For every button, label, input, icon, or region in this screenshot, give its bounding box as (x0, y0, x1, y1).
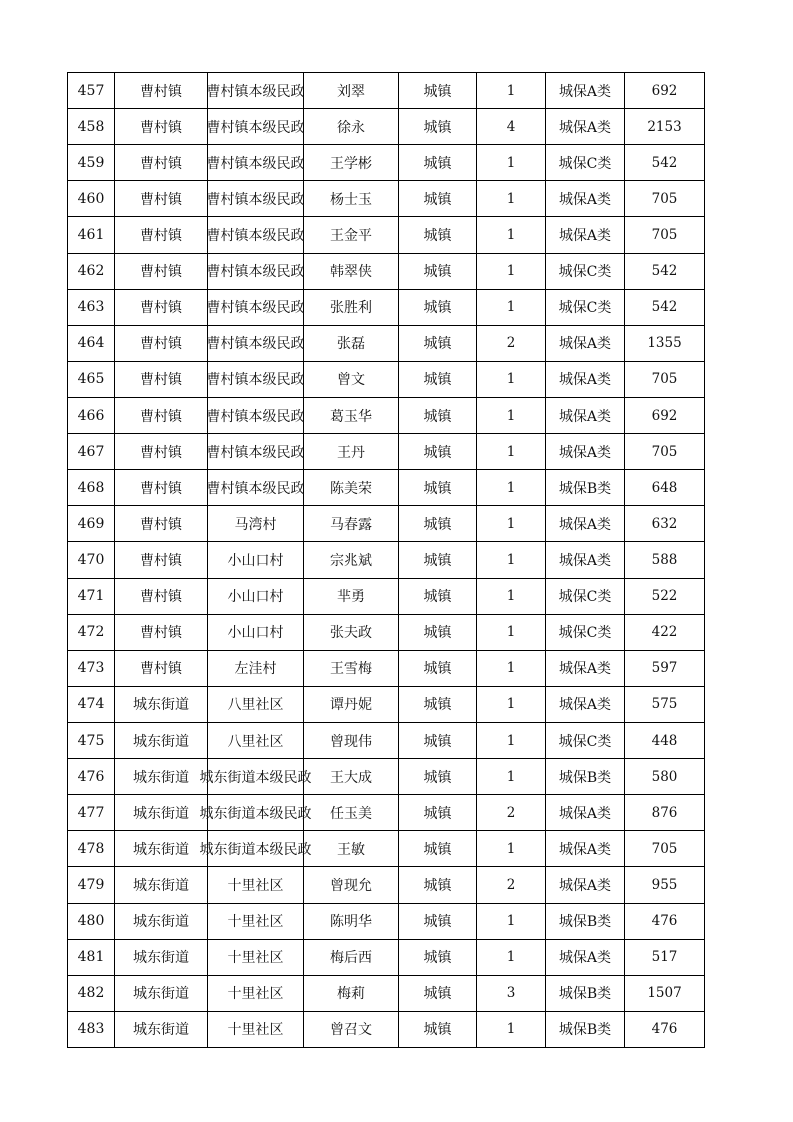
count-cell: 1 (477, 217, 546, 253)
household-type-cell: 城镇 (399, 759, 477, 795)
town-cell: 曹村镇 (115, 145, 208, 181)
town-cell: 城东街道 (115, 795, 208, 831)
amount-cell: 542 (625, 145, 705, 181)
household-type-cell: 城镇 (399, 831, 477, 867)
name-cell: 王雪梅 (304, 650, 399, 686)
name-cell: 王丹 (304, 434, 399, 470)
category-cell: 城保A类 (546, 73, 625, 109)
amount-cell: 542 (625, 253, 705, 289)
amount-cell: 588 (625, 542, 705, 578)
serial-cell: 462 (68, 253, 115, 289)
table-row (68, 397, 705, 433)
unit-text: 曹村镇本级民政 (206, 155, 305, 172)
town-cell: 城东街道 (115, 722, 208, 758)
category-cell: 城保B类 (546, 470, 625, 506)
household-type-cell: 城镇 (399, 867, 477, 903)
amount-cell: 448 (625, 722, 705, 758)
amount-cell: 580 (625, 759, 705, 795)
town-cell: 曹村镇 (115, 181, 208, 217)
town-cell: 城东街道 (115, 867, 208, 903)
unit-text: 曹村镇本级民政 (206, 264, 305, 281)
unit-cell (208, 506, 304, 542)
town-cell: 曹村镇 (115, 434, 208, 470)
name-cell: 芈勇 (304, 578, 399, 614)
town-cell: 曹村镇 (115, 578, 208, 614)
town-cell: 曹村镇 (115, 614, 208, 650)
name-cell: 宗兆斌 (304, 542, 399, 578)
household-type-cell: 城镇 (399, 542, 477, 578)
count-cell: 1 (477, 145, 546, 181)
unit-text: 曹村镇本级民政 (206, 119, 305, 136)
unit-cell (208, 109, 304, 145)
household-type-cell: 城镇 (399, 217, 477, 253)
table-row (68, 109, 705, 145)
town-cell: 曹村镇 (115, 289, 208, 325)
town-cell: 城东街道 (115, 975, 208, 1011)
serial-cell: 478 (68, 831, 115, 867)
count-cell: 1 (477, 578, 546, 614)
town-cell: 曹村镇 (115, 217, 208, 253)
name-cell: 陈美荣 (304, 470, 399, 506)
category-cell: 城保C类 (546, 614, 625, 650)
unit-text: 十里社区 (227, 1022, 284, 1039)
name-cell: 曾文 (304, 361, 399, 397)
category-cell: 城保B类 (546, 975, 625, 1011)
town-cell: 曹村镇 (115, 73, 208, 109)
category-cell: 城保B类 (546, 1011, 625, 1047)
unit-cell (199, 795, 312, 831)
table-row (68, 217, 705, 253)
unit-cell (208, 614, 304, 650)
town-cell: 曹村镇 (115, 109, 208, 145)
name-cell: 葛玉华 (304, 397, 399, 433)
unit-text: 城东街道本级民政 (199, 841, 312, 858)
count-cell: 1 (477, 434, 546, 470)
unit-text: 曹村镇本级民政 (206, 191, 305, 208)
count-cell: 1 (477, 686, 546, 722)
amount-cell: 876 (625, 795, 705, 831)
unit-text: 曹村镇本级民政 (206, 83, 305, 100)
unit-cell (208, 542, 304, 578)
amount-cell: 597 (625, 650, 705, 686)
household-type-cell: 城镇 (399, 1011, 477, 1047)
amount-cell: 476 (625, 1011, 705, 1047)
household-type-cell: 城镇 (399, 325, 477, 361)
unit-text: 十里社区 (227, 986, 284, 1003)
category-cell: 城保A类 (546, 795, 625, 831)
count-cell: 2 (477, 325, 546, 361)
count-cell: 2 (477, 867, 546, 903)
count-cell: 1 (477, 506, 546, 542)
name-cell: 王大成 (304, 759, 399, 795)
serial-cell: 480 (68, 903, 115, 939)
unit-text: 曹村镇本级民政 (206, 444, 305, 461)
name-cell: 曾召文 (304, 1011, 399, 1047)
name-cell: 刘翠 (304, 73, 399, 109)
category-cell: 城保C类 (546, 145, 625, 181)
serial-cell: 476 (68, 759, 115, 795)
household-type-cell: 城镇 (399, 181, 477, 217)
unit-cell (208, 397, 304, 433)
category-cell: 城保A类 (546, 506, 625, 542)
count-cell: 1 (477, 903, 546, 939)
unit-text: 十里社区 (227, 950, 284, 967)
table-row (68, 578, 705, 614)
unit-cell (208, 975, 304, 1011)
amount-cell: 522 (625, 578, 705, 614)
category-cell: 城保A类 (546, 217, 625, 253)
category-cell: 城保A类 (546, 542, 625, 578)
amount-cell: 705 (625, 361, 705, 397)
household-type-cell: 城镇 (399, 686, 477, 722)
serial-cell: 463 (68, 289, 115, 325)
table-row (68, 1011, 705, 1047)
household-type-cell: 城镇 (399, 578, 477, 614)
serial-cell: 464 (68, 325, 115, 361)
household-type-cell: 城镇 (399, 253, 477, 289)
household-type-cell: 城镇 (399, 361, 477, 397)
count-cell: 2 (477, 795, 546, 831)
town-cell: 曹村镇 (115, 542, 208, 578)
unit-cell (208, 1011, 304, 1047)
amount-cell: 1355 (625, 325, 705, 361)
unit-cell (208, 145, 304, 181)
town-cell: 城东街道 (115, 1011, 208, 1047)
serial-cell: 474 (68, 686, 115, 722)
name-cell: 王金平 (304, 217, 399, 253)
unit-text: 曹村镇本级民政 (206, 480, 305, 497)
amount-cell: 517 (625, 939, 705, 975)
name-cell: 曾现伟 (304, 722, 399, 758)
town-cell: 曹村镇 (115, 470, 208, 506)
table-row (68, 289, 705, 325)
town-cell: 曹村镇 (115, 361, 208, 397)
category-cell: 城保C类 (546, 253, 625, 289)
unit-cell (199, 831, 312, 867)
serial-cell: 475 (68, 722, 115, 758)
town-cell: 曹村镇 (115, 506, 208, 542)
serial-cell: 483 (68, 1011, 115, 1047)
amount-cell: 542 (625, 289, 705, 325)
table-row (68, 686, 705, 722)
household-type-cell: 城镇 (399, 506, 477, 542)
town-cell: 城东街道 (115, 686, 208, 722)
serial-cell: 466 (68, 397, 115, 433)
unit-text: 曹村镇本级民政 (206, 336, 305, 353)
amount-cell: 476 (625, 903, 705, 939)
household-type-cell: 城镇 (399, 109, 477, 145)
household-type-cell: 城镇 (399, 614, 477, 650)
category-cell: 城保A类 (546, 650, 625, 686)
unit-cell (199, 759, 312, 795)
unit-text: 曹村镇本级民政 (206, 372, 305, 389)
household-type-cell: 城镇 (399, 397, 477, 433)
unit-cell (208, 325, 304, 361)
unit-cell (208, 867, 304, 903)
category-cell: 城保A类 (546, 109, 625, 145)
count-cell: 1 (477, 614, 546, 650)
town-cell: 曹村镇 (115, 253, 208, 289)
unit-cell (208, 73, 304, 109)
unit-text: 八里社区 (227, 733, 284, 750)
unit-text: 八里社区 (227, 697, 284, 714)
table-row (68, 903, 705, 939)
serial-cell: 481 (68, 939, 115, 975)
name-cell: 梅莉 (304, 975, 399, 1011)
count-cell: 1 (477, 470, 546, 506)
serial-cell: 461 (68, 217, 115, 253)
category-cell: 城保A类 (546, 939, 625, 975)
table-row (68, 939, 705, 975)
unit-text: 十里社区 (227, 877, 284, 894)
unit-cell (208, 289, 304, 325)
amount-cell: 648 (625, 470, 705, 506)
unit-text: 城东街道本级民政 (199, 769, 312, 786)
name-cell: 陈明华 (304, 903, 399, 939)
count-cell: 1 (477, 289, 546, 325)
town-cell: 城东街道 (115, 939, 208, 975)
category-cell: 城保B类 (546, 903, 625, 939)
unit-cell (208, 903, 304, 939)
household-type-cell: 城镇 (399, 470, 477, 506)
table-row (68, 542, 705, 578)
count-cell: 1 (477, 253, 546, 289)
unit-cell (208, 470, 304, 506)
amount-cell: 692 (625, 397, 705, 433)
count-cell: 1 (477, 397, 546, 433)
serial-cell: 467 (68, 434, 115, 470)
name-cell: 谭丹妮 (304, 686, 399, 722)
serial-cell: 477 (68, 795, 115, 831)
name-cell: 徐永 (304, 109, 399, 145)
count-cell: 1 (477, 650, 546, 686)
table-row (68, 470, 705, 506)
unit-text: 小山口村 (227, 589, 284, 606)
table-row (68, 253, 705, 289)
table-row (68, 434, 705, 470)
name-cell: 杨士玉 (304, 181, 399, 217)
unit-text: 小山口村 (227, 552, 284, 569)
household-type-cell: 城镇 (399, 939, 477, 975)
unit-text: 十里社区 (227, 914, 284, 931)
serial-cell: 468 (68, 470, 115, 506)
category-cell: 城保C类 (546, 578, 625, 614)
unit-cell (208, 434, 304, 470)
name-cell: 马春露 (304, 506, 399, 542)
serial-cell: 471 (68, 578, 115, 614)
town-cell: 城东街道 (115, 903, 208, 939)
serial-cell: 458 (68, 109, 115, 145)
serial-cell: 469 (68, 506, 115, 542)
amount-cell: 692 (625, 73, 705, 109)
amount-cell: 2153 (625, 109, 705, 145)
table-body (68, 73, 705, 1048)
unit-cell (208, 217, 304, 253)
count-cell: 4 (477, 109, 546, 145)
household-type-cell: 城镇 (399, 145, 477, 181)
unit-cell (208, 578, 304, 614)
name-cell: 任玉美 (304, 795, 399, 831)
amount-cell: 705 (625, 434, 705, 470)
unit-cell (208, 361, 304, 397)
category-cell: 城保A类 (546, 397, 625, 433)
category-cell: 城保A类 (546, 325, 625, 361)
name-cell: 张夫政 (304, 614, 399, 650)
count-cell: 1 (477, 1011, 546, 1047)
relief-roster-table (67, 72, 705, 1048)
household-type-cell: 城镇 (399, 722, 477, 758)
table-row (68, 73, 705, 109)
table-row (68, 867, 705, 903)
count-cell: 1 (477, 542, 546, 578)
category-cell: 城保A类 (546, 181, 625, 217)
unit-cell (208, 686, 304, 722)
serial-cell: 459 (68, 145, 115, 181)
name-cell: 张胜利 (304, 289, 399, 325)
table-row (68, 361, 705, 397)
serial-cell: 473 (68, 650, 115, 686)
amount-cell: 422 (625, 614, 705, 650)
category-cell: 城保A类 (546, 831, 625, 867)
count-cell: 1 (477, 361, 546, 397)
unit-cell (208, 253, 304, 289)
count-cell: 1 (477, 722, 546, 758)
amount-cell: 632 (625, 506, 705, 542)
category-cell: 城保A类 (546, 361, 625, 397)
table-row (68, 181, 705, 217)
name-cell: 韩翠侠 (304, 253, 399, 289)
table-row (68, 506, 705, 542)
household-type-cell: 城镇 (399, 650, 477, 686)
amount-cell: 575 (625, 686, 705, 722)
count-cell: 1 (477, 831, 546, 867)
table-row (68, 614, 705, 650)
household-type-cell: 城镇 (399, 434, 477, 470)
unit-text: 小山口村 (227, 625, 284, 642)
serial-cell: 460 (68, 181, 115, 217)
town-cell: 曹村镇 (115, 650, 208, 686)
table-row (68, 759, 705, 795)
unit-cell (208, 181, 304, 217)
table-row (68, 975, 705, 1011)
serial-cell: 472 (68, 614, 115, 650)
household-type-cell: 城镇 (399, 73, 477, 109)
name-cell: 王学彬 (304, 145, 399, 181)
table-row (68, 722, 705, 758)
amount-cell: 705 (625, 217, 705, 253)
town-cell: 曹村镇 (115, 325, 208, 361)
count-cell: 1 (477, 73, 546, 109)
category-cell: 城保C类 (546, 722, 625, 758)
table-row (68, 650, 705, 686)
table-row (68, 325, 705, 361)
count-cell: 1 (477, 181, 546, 217)
category-cell: 城保B类 (546, 759, 625, 795)
household-type-cell: 城镇 (399, 903, 477, 939)
amount-cell: 1507 (625, 975, 705, 1011)
unit-text: 曹村镇本级民政 (206, 408, 305, 425)
amount-cell: 705 (625, 831, 705, 867)
count-cell: 1 (477, 939, 546, 975)
name-cell: 张磊 (304, 325, 399, 361)
household-type-cell: 城镇 (399, 975, 477, 1011)
unit-text: 曹村镇本级民政 (206, 300, 305, 317)
count-cell: 1 (477, 759, 546, 795)
name-cell: 曾现允 (304, 867, 399, 903)
amount-cell: 705 (625, 181, 705, 217)
table-row (68, 145, 705, 181)
category-cell: 城保A类 (546, 686, 625, 722)
category-cell: 城保A类 (546, 434, 625, 470)
town-cell: 城东街道 (115, 831, 208, 867)
unit-cell (208, 939, 304, 975)
unit-text: 马湾村 (234, 516, 277, 533)
category-cell: 城保C类 (546, 289, 625, 325)
town-cell: 城东街道 (115, 759, 208, 795)
name-cell: 梅后西 (304, 939, 399, 975)
name-cell: 王敏 (304, 831, 399, 867)
table-row (68, 831, 705, 867)
serial-cell: 465 (68, 361, 115, 397)
category-cell: 城保A类 (546, 867, 625, 903)
unit-text: 左洼村 (234, 661, 277, 678)
unit-text: 曹村镇本级民政 (206, 227, 305, 244)
serial-cell: 470 (68, 542, 115, 578)
household-type-cell: 城镇 (399, 289, 477, 325)
serial-cell: 479 (68, 867, 115, 903)
amount-cell: 955 (625, 867, 705, 903)
unit-cell (208, 722, 304, 758)
town-cell: 曹村镇 (115, 397, 208, 433)
unit-cell (208, 650, 304, 686)
table-row (68, 795, 705, 831)
count-cell: 3 (477, 975, 546, 1011)
unit-text: 城东街道本级民政 (199, 805, 312, 822)
serial-cell: 457 (68, 73, 115, 109)
serial-cell: 482 (68, 975, 115, 1011)
household-type-cell: 城镇 (399, 795, 477, 831)
